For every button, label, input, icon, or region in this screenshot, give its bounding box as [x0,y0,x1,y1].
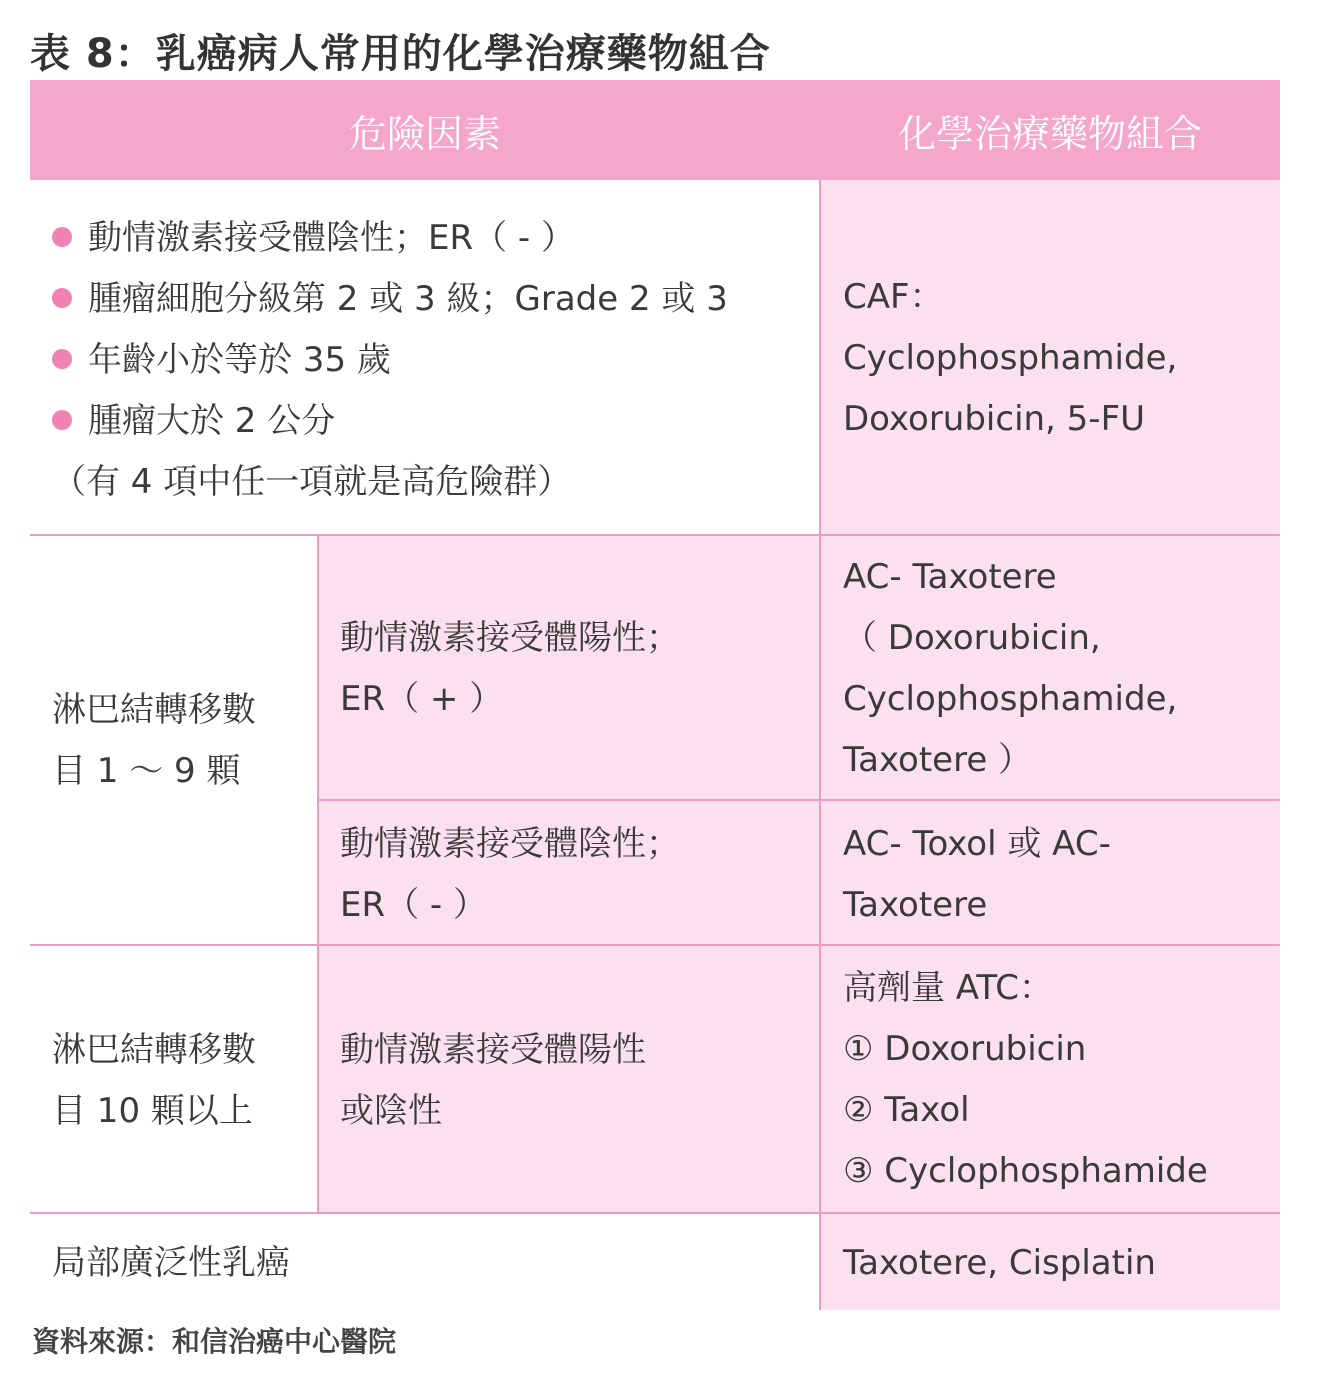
divider [30,534,1280,536]
chemo-table [30,80,1280,1310]
header-chemo-combo: 化學治療藥物組合 [820,80,1280,180]
source-note: 資料來源：和信治癌中心醫院 [32,1325,397,1358]
divider [819,180,821,1310]
row1-combo: CAF： Cyclophosphamide, Doxorubicin, 5-FU [843,277,1178,439]
row4-combo: Taxotere, Cisplatin [843,1243,1156,1283]
divider [30,944,1280,946]
bullet-icon [52,288,72,308]
divider [318,799,1280,801]
row2-sub2-combo: AC- Toxol 或 AC- Taxotere [843,824,1111,925]
row3-group-label: 淋巴結轉移數 目 10 顆以上 [52,1030,256,1131]
divider [317,535,319,1213]
row1-risk-list [52,208,728,513]
row3-factor: 動情激素接受體陽性 或陰性 [340,1030,646,1131]
row4-factor: 局部廣泛性乳癌 [52,1243,290,1283]
bullet-icon [52,227,72,247]
row2-sub1-combo: AC- Taxotere （ Doxorubicin, Cyclophosphamide, Taxotere ） [843,557,1178,780]
bullet-icon [52,349,72,369]
row2-group-label: 淋巴結轉移數 目 1 ～ 9 顆 [52,690,256,791]
list-item: 動情激素接受體陰性；ER（ - ） [52,208,728,269]
header-risk-factors: 危險因素 [30,80,820,180]
divider [30,1212,1280,1214]
bullet-icon [52,410,72,430]
row1-note: （有 4 項中任一項就是高危險群） [52,462,572,502]
row2-sub1-factor: 動情激素接受體陽性； ER（ + ） [340,618,680,719]
list-item: 腫瘤大於 2 公分 [52,391,728,452]
list-item: 年齡小於等於 35 歲 [52,330,728,391]
row2-sub2-factor: 動情激素接受體陰性； ER（ - ） [340,824,680,925]
row3-combo: 高劑量 ATC： ① Doxorubicin ② Taxol ③ Cyclophosphamide [843,968,1208,1191]
page-title: 表 8：乳癌病人常用的化學治療藥物組合 [30,31,771,77]
list-item: 腫瘤細胞分級第 2 或 3 級；Grade 2 或 3 [52,269,728,330]
